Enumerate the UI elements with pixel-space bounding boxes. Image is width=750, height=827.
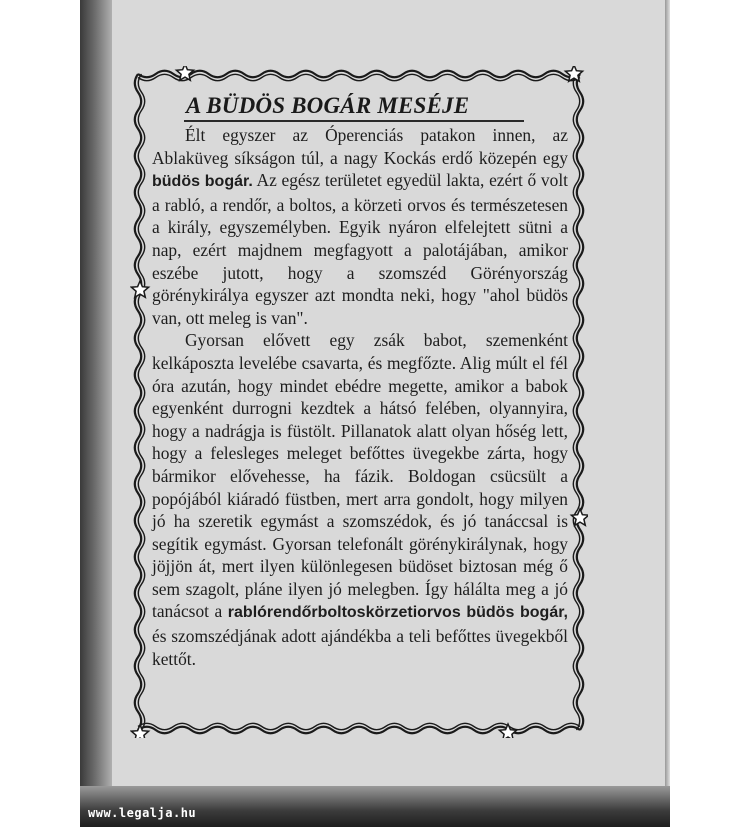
story-title: A BÜDÖS BOGÁR MESÉJE — [186, 93, 470, 118]
border-wave — [138, 71, 580, 77]
bold-term: büdös bogár. — [152, 173, 253, 191]
paragraph-1-end: Az egész területet egyedül lakta, ezért ő volt a rabló, a rendőr, a boltos, a körzeti orvos és természetesen a király, egyszemélyben. Egyik nyáron elfelejtett sütni a nap, ezért majdnem megfagyott a palotájában, amikor eszébe jutott, hogy a szomszéd Görényország görénykirálya egyszer azt mondta neki, hogy "ahol büdös van, ott meleg is van". — [152, 170, 568, 328]
paragraph-1 — [152, 124, 568, 329]
watermark-url: www.legalja.hu — [88, 806, 197, 820]
story-text — [152, 124, 568, 670]
paragraph-2 — [152, 329, 568, 670]
book-gutter-shadow — [80, 0, 114, 827]
paragraph-1-start: Élt egyszer az Óperenciás patakon innen, az Ablaküveg síkságon túl, a nagy Kockás erdő közepén egy — [152, 125, 568, 168]
paragraph-2-start: Gyorsan elővett egy zsák babot, szemenként kelkáposzta levelébe csavarta, és megfőzte. Alig múlt el fél óra azután, hogy mindet ebédre megette, amikor a babok egyenként durrogni kezdtek a hátsó felében, olyannyira, hogy a nadrágja is füstölt. Pillanatok alatt olyan hőség lett, hogy a felesleges meleget befőttes üvegekbe zárta, hogy bármikor elővehesse, ha fázik. Boldogan csücsült a popójából kiáradó füstben, mert arra gondolt, hogy milyen jó ha szeretik egymást a szomszédok, és jó tanáccsal is segítik egymást. Gyorsan telefonált görénykirálynak, hogy jöjjön át, mert ilyen különlegesen büdöset biztosan még ő sem szagolt, pláne ilyen jó melegben. Így hálálta meg a jó tanácsot a — [152, 330, 568, 622]
paragraph-2-end: és szomszédjának adott ajándékba a teli befőttes üvegekből kettőt. — [152, 626, 568, 669]
star-icon — [131, 281, 148, 297]
title-underline — [184, 120, 524, 122]
bold-term: rablórendőrboltoskörzetiorvos büdös bogár, — [227, 604, 568, 622]
